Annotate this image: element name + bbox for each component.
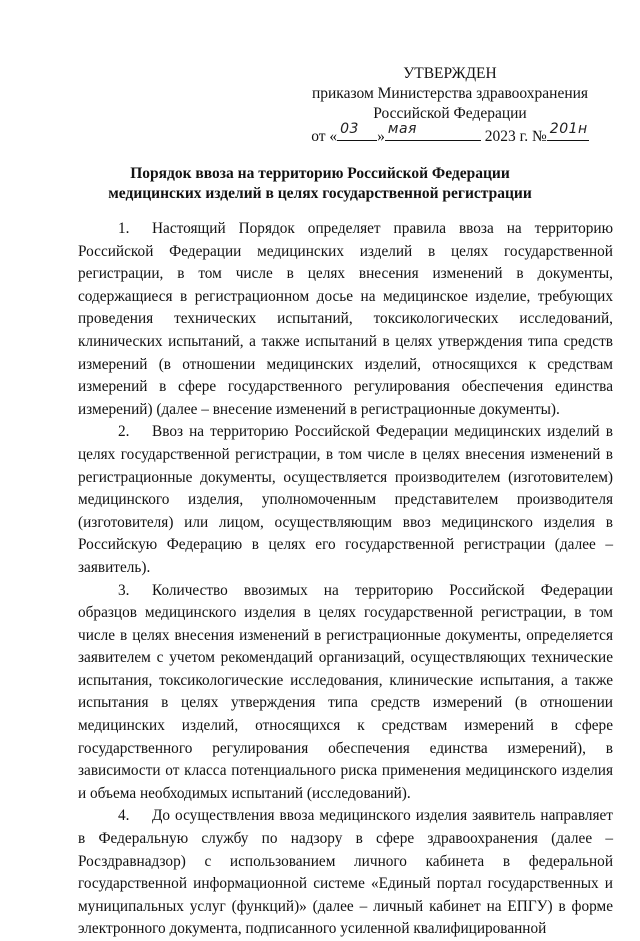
date-prefix: от « [311,128,338,145]
order-number-field [547,121,589,141]
approval-order-line: приказом Министерства здравоохранения [311,85,589,102]
date-day-handwritten: 03 [340,121,359,137]
approval-stamp-block [300,64,600,147]
title-line-1: Порядок ввоза на территорию Российской Федерации [130,165,510,182]
title-line-2: медицинских изделий в целях государственной регистрации [108,185,532,202]
paragraph-number: 4. [118,807,130,825]
approval-ministry-line: Российской Федерации [373,105,527,122]
date-month-field [385,121,481,141]
date-year: 2023 г. [484,128,529,145]
approval-date-line [300,121,600,147]
number-sign: № [532,128,547,145]
paragraph-number: 2. [118,423,130,441]
approval-heading: УТВЕРЖДЕН [403,65,497,82]
paragraph-text: До осуществления ввоза медицинского изделия заявитель направляет в Федеральную службу по надзору в сфере здравоохранения (далее – Росздравнадзор) с использованием личного кабинета в федеральной государственной информационной системе «Единый портал государственных и муниципальных услуг (функций)» (далее – личный кабинет на ЕПГУ) в форме электронного документа, подписанного усиленной квалифицированной [78,807,613,938]
date-quote-close: » [377,128,385,145]
document-body [78,218,613,941]
date-month-handwritten: мая [387,121,417,137]
paragraph-4 [78,805,613,941]
paragraph-1 [78,218,613,421]
paragraph-2 [78,421,613,579]
paragraph-number: 3. [118,581,130,599]
order-number-handwritten: 201н [549,121,588,137]
document-title [40,164,600,204]
paragraph-text: Настоящий Порядок определяет правила ввоза на территорию Российской Федерации медицинских изделий в целях государственной регистрации, в том числе в целях внесения изменений в документы, содержащиеся в регистрационном досье на медицинское изделие, требующих проведения технических испытаний, токсикологических исследований, клинических испытаний, а также испытаний в целях утверждения типа средств измерений (в отношении медицинских изделий, относящихся к средствам измерений в сфере государственного регулирования обеспечения единства измерений) (далее – внесение изменений в регистрационные документы). [78,220,613,418]
date-day-field [337,121,377,141]
paragraph-text: Количество ввозимых на территорию Российской Федерации образцов медицинского изделия в целях государственной регистрации, в том числе в целях внесения изменений в регистрационные документы, определяется заявителем с учетом рекомендаций организаций, осуществляющих технические испытания, токсикологические исследования, клинические испытания, а также испытания в целях утверждения типа средств измерений (в отношении медицинских изделий, относящихся к средствам измерений в сфере государственного регулирования обеспечения единства измерений), в зависимости от класса потенциального риска применения медицинского изделия и объема необходимых испытаний (исследований). [78,581,613,802]
paragraph-text: Ввоз на территорию Российской Федерации медицинских изделий в целях государственной регистрации, в том числе в целях внесения изменений в регистрационные документы, осуществляется производителем (изготовителем) медицинского изделия, уполномоченным представителем производителя (изготовителя) или лицом, осуществляющим ввоз медицинского изделия в Российскую Федерацию в целях его государственной регистрации (далее – заявитель). [78,423,613,576]
paragraph-3 [78,580,613,806]
paragraph-number: 1. [118,220,130,237]
